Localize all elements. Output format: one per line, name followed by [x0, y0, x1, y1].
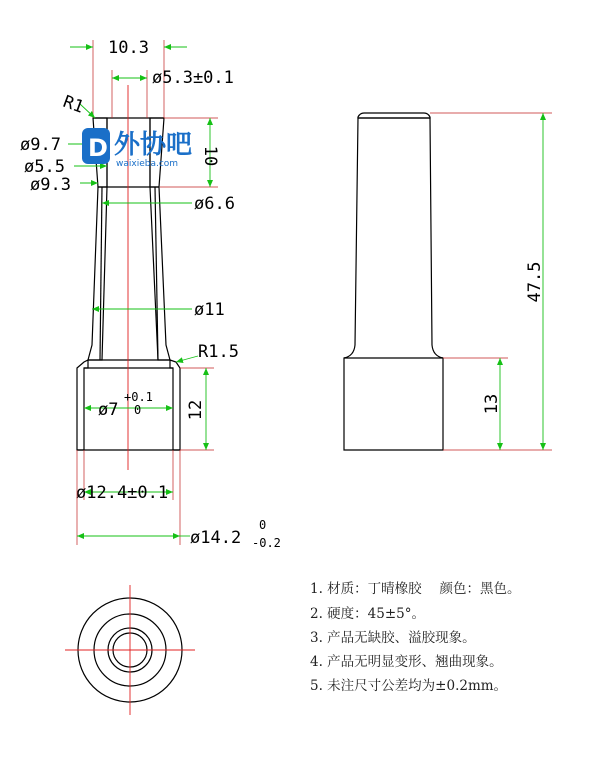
dim-7-tol-lower: 0: [134, 403, 142, 417]
note-1: 1. 材质：丁晴橡胶 颜色：黑色。: [310, 581, 521, 597]
dim-11: [92, 300, 225, 320]
dim-9-3-label: ø9.3: [30, 175, 71, 195]
dim-14-2-tol-lower: -0.2: [252, 536, 281, 550]
dim-9-7-label: ø9.7: [20, 135, 61, 155]
dim-47-5-label: 47.5: [525, 261, 545, 303]
dim-12-4: [76, 450, 173, 503]
watermark: [82, 128, 192, 169]
section-view: [20, 38, 281, 550]
dim-5-3-label: ø5.3±0.1: [152, 68, 234, 88]
note-2: 2. 硬度：45±5°。: [310, 606, 426, 622]
dim-13: [443, 358, 508, 450]
dim-11-label: ø11: [194, 300, 225, 320]
note-3: 3. 产品无缺胶、溢胶现象。: [310, 630, 476, 646]
note-4: 4. 产品无明显变形、翘曲现象。: [310, 654, 503, 670]
dim-5-5-label: ø5.5: [24, 157, 65, 177]
top-view: [65, 585, 195, 715]
dim-r1-5: [176, 342, 239, 362]
dim-12-label: 12: [186, 399, 206, 421]
dim-r1-5-label: R1.5: [198, 342, 239, 362]
elevation-view: [344, 113, 552, 450]
dim-12-4-label: ø12.4±0.1: [76, 483, 169, 503]
dim-7: [84, 390, 173, 420]
dim-5-3: [112, 68, 234, 118]
technical-notes: [310, 580, 520, 694]
watermark-text: 外协吧: [114, 130, 193, 160]
watermark-url: waixieba.com: [116, 159, 179, 169]
dim-10-3-label: 10.3: [108, 38, 149, 58]
note-5: 5. 未注尺寸公差均为±0.2mm。: [310, 678, 508, 694]
dim-10-label: 10: [200, 145, 220, 167]
dim-6-6-label: ø6.6: [194, 194, 235, 214]
dim-6-6: [102, 194, 235, 214]
dim-14-2-tol-upper: 0: [259, 518, 267, 532]
dim-7-tol-upper: +0.1: [124, 390, 153, 404]
svg-text:D: D: [88, 134, 108, 162]
dim-13-label: 13: [482, 393, 502, 415]
dim-9-3: [30, 175, 98, 195]
dim-7-label: ø7: [98, 400, 119, 420]
dim-12: [180, 368, 214, 450]
dim-r1: [60, 92, 95, 118]
dim-14-2-label: ø14.2: [190, 528, 242, 548]
dim-r1-label: R1: [60, 91, 87, 118]
